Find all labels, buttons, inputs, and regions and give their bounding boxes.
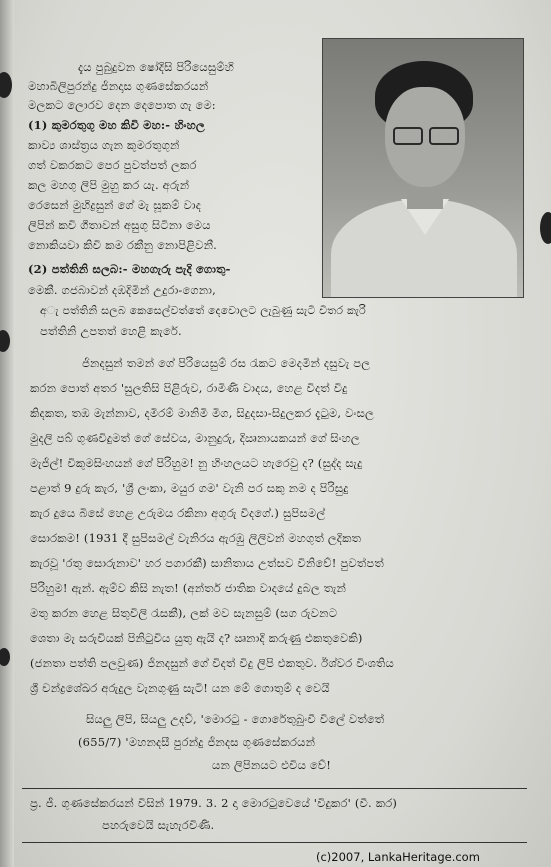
item1-line: කාව්‍ය ශාස්ත්‍රය ගැන කුමරතුගුන් — [28, 138, 180, 152]
body-line: කැර දුයෙ බිසේ හෙළ උරුමය රකිනා අගුරු විදගේ.) සුපිසමල් — [30, 506, 326, 520]
body-line: සොරකම! (1931 දී සුපිසමල් වැනිරය ඇරඹු ලිලිවන් මහගුත් ලදිකත — [30, 531, 362, 545]
portrait-photo — [322, 38, 524, 298]
footer-divider — [22, 788, 527, 789]
footer-divider — [22, 842, 527, 843]
body-line: කිදකත, තඹ මැන්නාව, දමිරම් මානිමි මිග, සිදුදසා-සිදුලකර දැටුම, වංසල — [30, 406, 374, 420]
copyright-credit: (c)2007, LankaHeritage.com — [316, 850, 480, 864]
body-line: ජිනදසුන් තමන් ගේ පිරියෙසුම් රස රැකට මෙදමින් දසුවැ පල — [82, 356, 371, 370]
intro-line: මහාබිලිපුරන්දු ජිනදාස ගුණසේකරයන් — [28, 79, 209, 93]
footer-line: පහරුවෙයි සැහැරවිණි. — [102, 818, 215, 832]
item2-line: අැ පත්තිනි සලබ කෙසෙල්වත්තේ දෙවොලට ලැබුණු සැටි විතර කැරි — [40, 304, 366, 317]
intro-line: දැය පුබුදුවන ෂෝදිසි පිරියෙසුම්හි — [78, 60, 235, 74]
footer-line: ප්‍ර. ජී. ගුණසේකරයන් විසින් 1979. 3. 2 දා මොරටුවෙයේ 'විදුකර' (වී. කර) — [30, 796, 398, 810]
scan-edge-shadow — [0, 0, 14, 867]
body-line: ශෙතා මැ සරුවියක් පිනිටුවිය යුතු ඇයි ද? ඍනාදි කරුණු එකතුවෙකි) — [30, 631, 363, 645]
body-line: ශ්‍රී චන්ද්‍රශේඛර අරුදුල වැනගුණු සැටි! යන මේ ගොතුම් ද වෙයි — [30, 681, 330, 695]
closing-line: (655/7) 'මහනදසී පුරන්දු ජිනදස ගුණසේකරයන් — [78, 735, 316, 749]
item2-line: (2) පත්තිනි සලබ:- මහගැරු පැදි ගොතු- — [28, 262, 231, 276]
item1-line: ගත් වකරකට පෙර පුවත්පත් ලකර — [28, 158, 197, 172]
body-line: මුදලි පබ් ගුණවිදුමත් ගේ සේවය, මානුදුරු, දිඍනායකයන් ගේ සිංහල — [30, 431, 360, 445]
body-line: කැරවූ 'රතු සොරුනාව' හර පගාරකී) සානිතාය උත්සව විනිවේ! පුවත්පත් — [30, 556, 384, 570]
closing-line: යන ලිපිනයට එවිය වේ! — [212, 758, 332, 772]
closing-line: සියලු ලිපි, සියලු උදව්, 'මොරටු - ගොරේතුබුංවී විලේ වත්තේ — [86, 712, 385, 726]
body-line: කරන පොත් අතර 'සුලතිසි පිළිරුව, රාමිණි වාදය, හෙළ විදත් විදු — [30, 381, 348, 395]
item1-line: (1) කුමරතුගු මහ කිවි මහ:- හිංහල — [28, 118, 205, 132]
item2-line: පත්තිනි උපතත් හෙළි කැරේ. — [40, 324, 182, 338]
body-line: මතු කරන හෙළ සිතුවිලි රැසකී), ලක් මව සැනසුම් (සග රුවනට — [30, 606, 338, 620]
body-line: (ජනතා පත්ති පලවුණ) ජිනදසුන් ගේ විදත් විදු ලිපි එකතුව. ඊශ්වර විංශතිය — [30, 656, 395, 670]
intro-line: මලකට ලොරව දෙන දෙපොත ගැ මෙ: — [28, 98, 216, 112]
item1-line: කල මහගු ලිපි මුහු කර යැ. අරුන් — [28, 178, 190, 192]
item1-line: ලිපින් කවි ගීතාවන් අසුගු සිටිනා මෙය — [28, 218, 211, 232]
body-line: පළාත් 9 දුරු කැර, 'ශ්‍රී ලංකා, මයුර ගම' වැනි පර සකු නම ද පිරිසුදු — [30, 481, 349, 495]
item2-line: මෙකී. ගජබාවන් දඹදිමින් උදුරා-ගෙනා, — [28, 283, 216, 297]
ink-blot — [540, 212, 551, 244]
body-line: මැජිල්! විකුමසිංහයන් ගේ පිරිහුම! නු හිංහලයට හැරෙවු ද? (සුද්ද සැදු — [30, 456, 363, 470]
item1-line: නොකියවා කිවි කම රකීනු නොපිළිවනී. — [28, 238, 218, 252]
item1-line: රෙසෙන් මුහිද්‍රසුන් ගේ මැ සූකම් වාද — [28, 198, 202, 212]
body-line: පිරිහුම! ඇන්. ඇම්ව කිසි නැත! (අන්තර් ජාතික වාදයේ දුබල තැන් — [30, 581, 347, 595]
